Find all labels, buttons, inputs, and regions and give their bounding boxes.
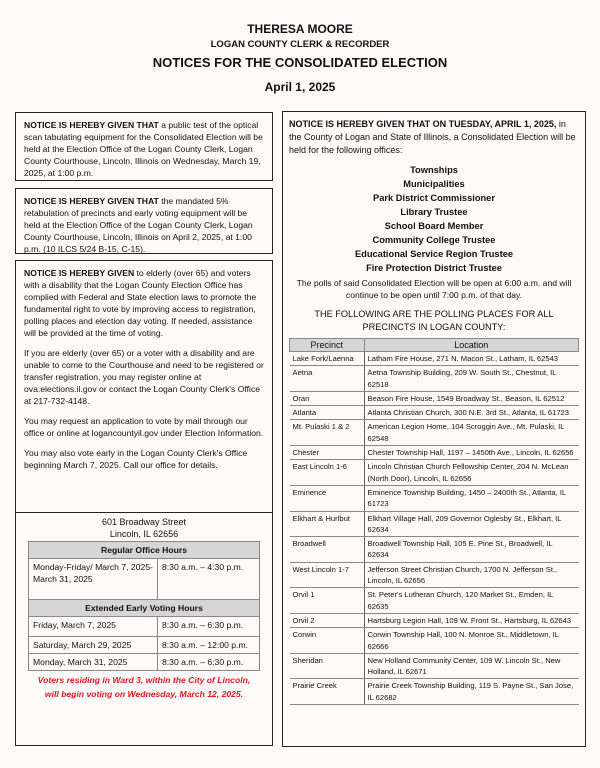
precinct-cell: Mt. Pulaski 1 & 2 [290, 420, 365, 446]
location-cell: Chester Township Hall, 1197 – 1450th Ave., Lincoln, IL 62656 [364, 446, 579, 460]
vote-by-mail-paragraph: You may request an application to vote by mail through our office or online at logancountyil.gov under Election Information. [24, 416, 264, 438]
precinct-cell: Sheridan [290, 653, 365, 679]
table-row [290, 391, 579, 405]
table-row [290, 511, 579, 537]
table-row [290, 537, 579, 563]
notice-lead: NOTICE IS HEREBY GIVEN THAT [24, 120, 159, 130]
table-row [290, 562, 579, 588]
table-row [290, 653, 579, 679]
location-cell: Jefferson Street Christian Church, 1700 N. Jefferson St., Lincoln, IL 62656 [364, 562, 579, 588]
polling-places-heading: THE FOLLOWING ARE THE POLLING PLACES FOR ALL PRECINCTS IN LOGAN COUNTY: [314, 309, 554, 332]
precinct-cell: Oran [290, 391, 365, 405]
precinct-cell: Broadwell [290, 537, 365, 563]
precinct-cell: Orvil 1 [290, 588, 365, 614]
hours-day: Friday, March 7, 2025 [29, 617, 158, 637]
table-row [290, 485, 579, 511]
offices-list [289, 163, 579, 275]
location-cell: Broadwell Township Hall, 105 E. Pine St., Broadwell, IL 62634 [364, 537, 579, 563]
hours-day: Saturday, March 29, 2025 [29, 637, 158, 654]
precinct-cell: West Lincoln 1-7 [290, 562, 365, 588]
notice-lead: NOTICE IS HEREBY GIVEN THAT ON TUESDAY, APRIL 1, 2025, [289, 119, 557, 129]
address-line-2: Lincoln, IL 62656 [109, 529, 179, 539]
notice-lead: NOTICE IS HEREBY GIVEN [24, 268, 135, 278]
location-cell: Hartsburg Legion Hall, 109 W. Front St., Hartsburg, IL 62643 [364, 613, 579, 627]
hours-time: 8:30 a.m. – 12:00 p.m. [158, 637, 260, 654]
notice-body: to elderly (over 65) and voters with a disability that the Logan County Election Office has complied with Federal and State election laws to promote the fundamental right to vote by improving access to registration, polling places and election day voting. If needed, assistance will be provided at the time of voting. [24, 268, 257, 338]
table-row [290, 366, 579, 392]
precinct-cell: Elkhart & Hurlbut [290, 511, 365, 537]
column-header-location: Location [364, 339, 579, 352]
hours-time: 8:30 a.m. – 6:30 p.m. [158, 654, 260, 671]
hours-time: 8:30 a.m. – 4:30 p.m. [158, 559, 260, 600]
table-row [290, 420, 579, 446]
precinct-cell: East Lincoln 1-6 [290, 460, 365, 486]
location-cell: Atlanta Christian Church, 300 N.E. 3rd St., Atlanta, IL 61723 [364, 406, 579, 420]
precinct-cell: Eminence [290, 485, 365, 511]
notice-lead: NOTICE IS HEREBY GIVEN THAT [24, 196, 159, 206]
location-cell: Elkhart Village Hall, 209 Governor Oglesby St., Elkhart, IL 62634 [364, 511, 579, 537]
notice-body: the mandated 5% retabulation of precincts and early voting equipment will be held at the Election Office of the Logan County Clerk, Logan County Courthouse, Lincoln, Illinois on April 2, 2025, at 1:00 p.m. (10 ILCS 5/24 B-15, C-15). [24, 196, 253, 254]
office-item: Townships [410, 165, 458, 175]
registration-paragraph: If you are elderly (over 65) or a voter with a disability and are unable to come to the Courthouse and need to be registered or transfer registration, you may register online at ova.elections.il.gov or contact the Logan County Clerk's Office at 217-732-4148. [24, 348, 264, 406]
location-cell: New Holland Community Center, 109 W. Lincoln St., New Holland, IL 62671 [364, 653, 579, 679]
office-item: Community College Trustee [372, 235, 496, 245]
election-date: April 1, 2025 [264, 80, 336, 94]
office-item: Municipalities [403, 179, 465, 189]
table-row [290, 446, 579, 460]
early-voting-paragraph: You may also vote early in the Logan County Clerk's Office beginning March 7, 2025. Call our office for details. [24, 448, 248, 470]
office-item: Fire Protection District Trustee [366, 263, 502, 273]
table-row [290, 460, 579, 486]
notice-body: in the County of Logan and State of Illinois, a Consolidated Election will be held for the following offices: [289, 119, 576, 155]
hours-row [29, 637, 260, 654]
polls-hours: The polls of said Consolidated Election will be open at 6:00 a.m. and will continue to be open until 7:00 p.m. of that day. [296, 278, 572, 300]
location-cell: Prairie Creek Township Building, 119 S. Payne St., San Jose, IL 62682 [364, 679, 579, 705]
precinct-cell: Lake Fork/Laenna [290, 352, 365, 366]
hours-table [28, 541, 260, 671]
table-row [290, 628, 579, 654]
regular-hours-heading: Regular Office Hours [29, 542, 260, 559]
extended-hours-heading: Extended Early Voting Hours [29, 600, 260, 617]
notice-retabulation [15, 188, 273, 254]
hours-day: Monday-Friday/ March 7, 2025-March 31, 2025 [29, 559, 158, 600]
office-item: Educational Service Region Trustee [354, 249, 514, 259]
polling-places-table [289, 338, 579, 705]
clerk-name: THERESA MOORE [247, 22, 353, 36]
hours-day: Monday, March 31, 2025 [29, 654, 158, 671]
location-cell: St. Peter's Lutheran Church, 120 Market St., Emden, IL 62635 [364, 588, 579, 614]
precinct-cell: Aetna [290, 366, 365, 392]
location-cell: Lincoln Christian Church Fellowship Center, 204 N. McLean (North Door), Lincoln, IL 62656 [364, 460, 579, 486]
location-cell: Aetna Township Building, 209 W. South St., Chestnut, IL 62518 [364, 366, 579, 392]
office-item: Library Trustee [400, 207, 468, 217]
office-item: Park District Commissioner [373, 193, 495, 203]
hours-row [29, 617, 260, 637]
ward-3-notice: Voters residing in Ward 3, within the City of Lincoln, will begin voting on Wednesday, March 12, 2025. [37, 675, 251, 699]
location-cell: Latham Fire House, 271 N. Macon St., Latham, IL 62543 [364, 352, 579, 366]
precinct-cell: Prairie Creek [290, 679, 365, 705]
election-notice [282, 111, 586, 747]
table-row [290, 613, 579, 627]
precinct-cell: Chester [290, 446, 365, 460]
office-item: School Board Member [384, 221, 484, 231]
location-cell: American Legion Home, 104 Scroggin Ave., Mt. Pulaski, IL 62548 [364, 420, 579, 446]
notice-body: a public test of the optical scan tabulating equipment for the Consolidated Election will be held at the Election Office of the Logan County Clerk, Logan County Courthouse, Lincoln, Illinois on Wednesday, March 19, 2025, at 1:00 p.m. [24, 120, 263, 178]
address-line-1: 601 Broadway Street [101, 517, 187, 527]
table-row [290, 679, 579, 705]
hours-time: 8:30 a.m. – 6:30 p.m. [158, 617, 260, 637]
precinct-cell: Atlanta [290, 406, 365, 420]
notice-elderly-disabled [15, 260, 273, 513]
notice-equipment-test [15, 112, 273, 181]
office-hours-box [15, 512, 273, 746]
location-cell: Corwin Township Hall, 100 N. Monroe St., Middletown, IL 62666 [364, 628, 579, 654]
precinct-cell: Orvil 2 [290, 613, 365, 627]
table-row [290, 406, 579, 420]
table-row [290, 352, 579, 366]
hours-row [29, 559, 260, 600]
precinct-cell: Corwin [290, 628, 365, 654]
hours-row [29, 654, 260, 671]
clerk-office: LOGAN COUNTY CLERK & RECORDER [210, 39, 390, 50]
location-cell: Beason Fire House, 1549 Broadway St., Beason, IL 62512 [364, 391, 579, 405]
column-header-precinct: Precinct [290, 339, 365, 352]
page-title: NOTICES FOR THE CONSOLIDATED ELECTION [152, 55, 448, 70]
table-row [290, 588, 579, 614]
location-cell: Eminence Township Building, 1450 – 2400th St., Atlanta, IL 61723 [364, 485, 579, 511]
